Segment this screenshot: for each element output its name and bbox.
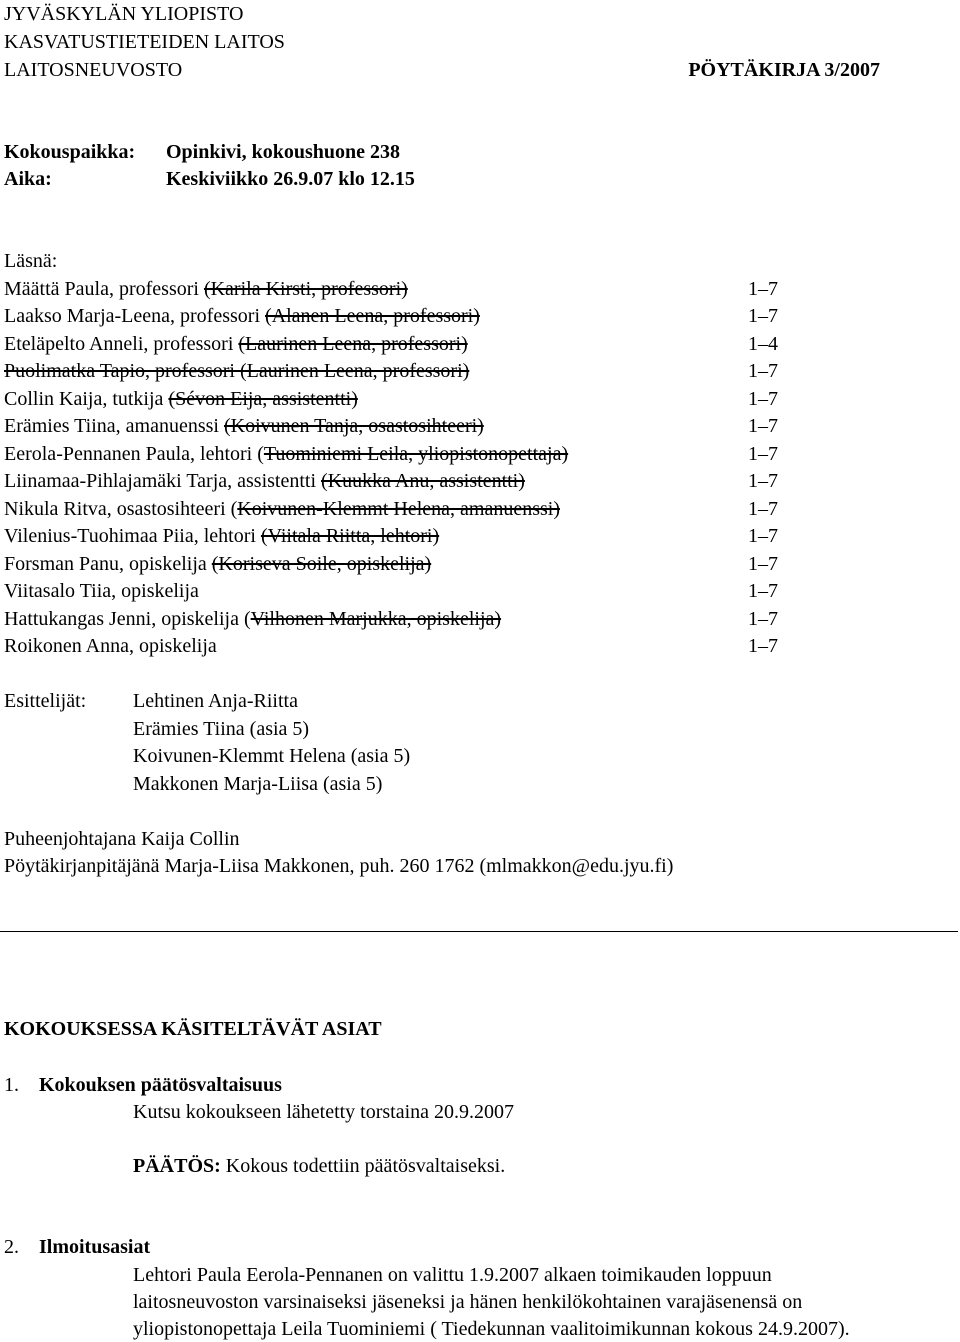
deputy-name: (Sévon Eija, assistentti) [168,388,358,410]
attendee-name: Forsman Panu, opiskelija [4,553,212,575]
attendance-items: 1–7 [748,470,778,492]
attendee-name: Liinamaa-Pihlajamäki Tarja, assistentti [4,470,322,492]
deputy-name: (Laurinen Leena, professori) [238,333,468,355]
deputy-name: (Viitala Riitta, lehtori) [260,525,440,547]
attendee-name: Hattukangas Jenni, opiskelija ( [4,608,251,630]
attendance-items: 1–7 [748,525,778,547]
attendance-items: 1–7 [748,415,778,437]
presenter-name: Lehtinen Anja-Riitta [133,690,298,712]
item-number: 1. [4,1074,19,1096]
item-title: Ilmoitusasiat [39,1236,151,1258]
horizontal-divider [0,931,958,932]
document-title: PÖYTÄKIRJA 3/2007 [688,59,880,81]
attendance-items: 1–7 [748,498,778,520]
attendee-name: Roikonen Anna, opiskelija [4,635,217,657]
agenda-heading: KOKOUKSESSA KÄSITELTÄVÄT ASIAT [4,1018,382,1040]
decision [133,1153,505,1179]
council-name: LAITOSNEUVOSTO [4,59,183,81]
deputy-name: (Kuukka Anu, assistentti) [321,470,525,492]
attendance-items: 1–7 [748,580,778,602]
attendee-name: Collin Kaija, tutkija [4,388,169,410]
place-value: Opinkivi, kokoushuone 238 [166,141,400,163]
time-value: Keskiviikko 26.9.07 klo 12.15 [166,168,415,190]
attendance-items: 1–7 [748,278,778,300]
attendee-name: Eteläpelto Anneli, professori [4,333,239,355]
attendance-items: 1–7 [748,608,778,630]
presenter-name: Koivunen-Klemmt Helena (asia 5) [133,745,411,767]
attendee-name: Viitasalo Tiia, opiskelija [4,580,199,602]
presenter-name: Makkonen Marja-Liisa (asia 5) [133,773,383,795]
secretary: Pöytäkirjanpitäjänä Marja-Liisa Makkonen, puh. 260 1762 (mlmakkon@edu.jyu.fi) [4,855,674,877]
deputy-name: (Karila Kirsti, professori) [203,278,408,300]
attendee-name: Laakso Marja-Leena, professori [4,305,265,327]
attendance-items: 1–7 [748,305,778,327]
item-text-line: laitosneuvoston varsinaiseksi jäseneksi ja hänen henkilökohtainen varajäsenensä on [133,1291,803,1313]
attendee-name: Määttä Paula, professori [4,278,204,300]
deputy-name: (Koriseva Soile, opiskelija) [211,553,432,575]
attendance-items: 1–7 [748,388,778,410]
deputy-name: Puolimatka Tapio, professori (Laurinen Leena, professori) [4,360,470,382]
attendance-items: 1–4 [748,333,778,355]
deputy-name: (Alanen Leena, professori) [265,305,480,327]
presenter-name: Erämies Tiina (asia 5) [133,718,310,740]
university-name: JYVÄSKYLÄN YLIOPISTO [4,3,244,25]
attendance-label: Läsnä: [4,250,58,272]
item-number: 2. [4,1236,19,1258]
decision-text: Kokous todettiin päätösvaltaiseksi. [220,1155,506,1177]
attendee-name: Nikula Ritva, osastosihteeri ( [4,498,238,520]
attendance-items: 1–7 [748,360,778,382]
item-text-line: Lehtori Paula Eerola-Pennanen on valittu 1.9.2007 alkaen toimikauden loppuun [133,1264,772,1286]
place-label: Kokouspaikka: [4,141,136,163]
deputy-name: Vilhonen Marjukka, opiskelija) [250,608,502,630]
item-text: Kutsu kokoukseen lähetetty torstaina 20.9.2007 [133,1101,515,1123]
deputy-name: Tuominiemi Leila, yliopistonopettaja) [263,443,569,465]
attendance-items: 1–7 [748,635,778,657]
chairperson: Puheenjohtajana Kaija Collin [4,828,240,850]
attendance-items: 1–7 [748,443,778,465]
department-name: KASVATUSTIETEIDEN LAITOS [4,31,285,53]
item-title: Kokouksen päätösvaltaisuus [39,1074,282,1096]
item-text-line: yliopistonopettaja Leila Tuominiemi ( Tiedekunnan vaalitoimikunnan kokous 24.9.2007). [133,1318,850,1340]
presenters-label: Esittelijät: [4,690,87,712]
time-label: Aika: [4,168,52,190]
attendee-name: Vilenius-Tuohimaa Piia, lehtori [4,525,261,547]
attendee-name: Erämies Tiina, amanuenssi [4,415,224,437]
decision-label: PÄÄTÖS: [133,1155,221,1177]
attendance-items: 1–7 [748,553,778,575]
attendee-name: Eerola-Pennanen Paula, lehtori ( [4,443,264,465]
deputy-name: (Koivunen Tanja, osastosihteeri) [223,415,484,437]
deputy-name: Koivunen-Klemmt Helena, amanuenssi) [237,498,560,520]
